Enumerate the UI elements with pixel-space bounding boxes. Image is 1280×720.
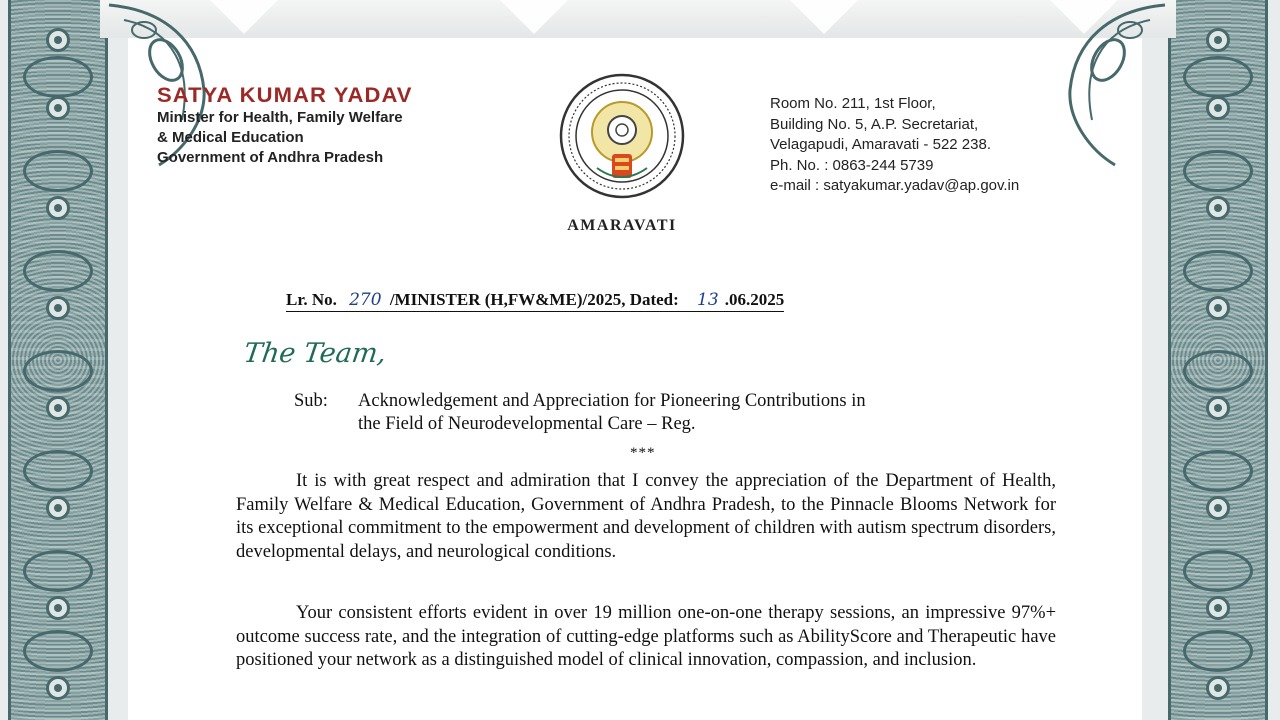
designation-line-3: Government of Andhra Pradesh	[157, 149, 384, 166]
email-line: e-mail : satyakumar.yadav@ap.gov.in	[770, 177, 1020, 194]
minister-name: SATYA KUMAR YADAV	[157, 84, 413, 107]
office-address	[770, 94, 1019, 197]
phone-line: Ph. No. : 0863-244 5739	[770, 156, 934, 174]
ref-number-handwritten: 270	[349, 290, 382, 310]
subject-label: Sub:	[294, 391, 328, 411]
ref-middle: /MINISTER (H,FW&ME)/2025, Dated:	[389, 290, 679, 309]
designation-line-1: Minister for Health, Family Welfare	[157, 109, 403, 126]
state-emblem	[557, 72, 687, 235]
subject-block	[294, 390, 1054, 436]
ref-date-suffix: .06.2025	[724, 290, 785, 309]
designation-line-2: & Medical Education	[157, 129, 304, 146]
right-ornamental-border	[1168, 0, 1268, 720]
address-line-1: Room No. 211, 1st Floor,	[770, 95, 936, 112]
paragraph-2: Your consistent efforts evident in over 19 million one-on-one therapy sessions, an impressive 97%+ outcome success rate, and the integration of cutting-edge platforms such as AbilityScore and Therapeutic have positioned your network as a distinguished model of clinical innovation, compassion, and inclusion.	[236, 603, 1056, 670]
paragraph-1: It is with great respect and admiration that I convey the appreciation of the Department of Health, Family Welfare & Medical Education, Government of Andhra Pradesh, to the Pinnacle Blooms Network for its exceptional commitment to the empowerment and development of children with autism spectrum disorders, developmental delays, and neurological conditions.	[236, 471, 1056, 562]
salutation-handwritten: The Team,	[241, 338, 389, 369]
address-line-2: Building No. 5, A.P. Secretariat,	[770, 115, 979, 133]
minister-block	[157, 84, 413, 168]
separator: ***	[630, 445, 656, 461]
subject-line-1: Acknowledgement and Appreciation for Pioneering Contributions in	[358, 391, 866, 411]
ref-day-handwritten: 13	[697, 290, 719, 310]
subject-line-2: the Field of Neurodevelopmental Care – Reg.	[358, 414, 696, 434]
right-corner-flourish	[1060, 0, 1170, 170]
emblem-icon	[557, 72, 687, 206]
top-ornamental-band	[100, 0, 1176, 38]
ref-prefix: Lr. No.	[286, 290, 337, 309]
emblem-caption: AMARAVATI	[567, 217, 677, 234]
left-ornamental-border	[8, 0, 108, 720]
letter-reference	[286, 290, 784, 312]
address-line-3: Velagapudi, Amaravati - 522 238.	[770, 136, 991, 153]
